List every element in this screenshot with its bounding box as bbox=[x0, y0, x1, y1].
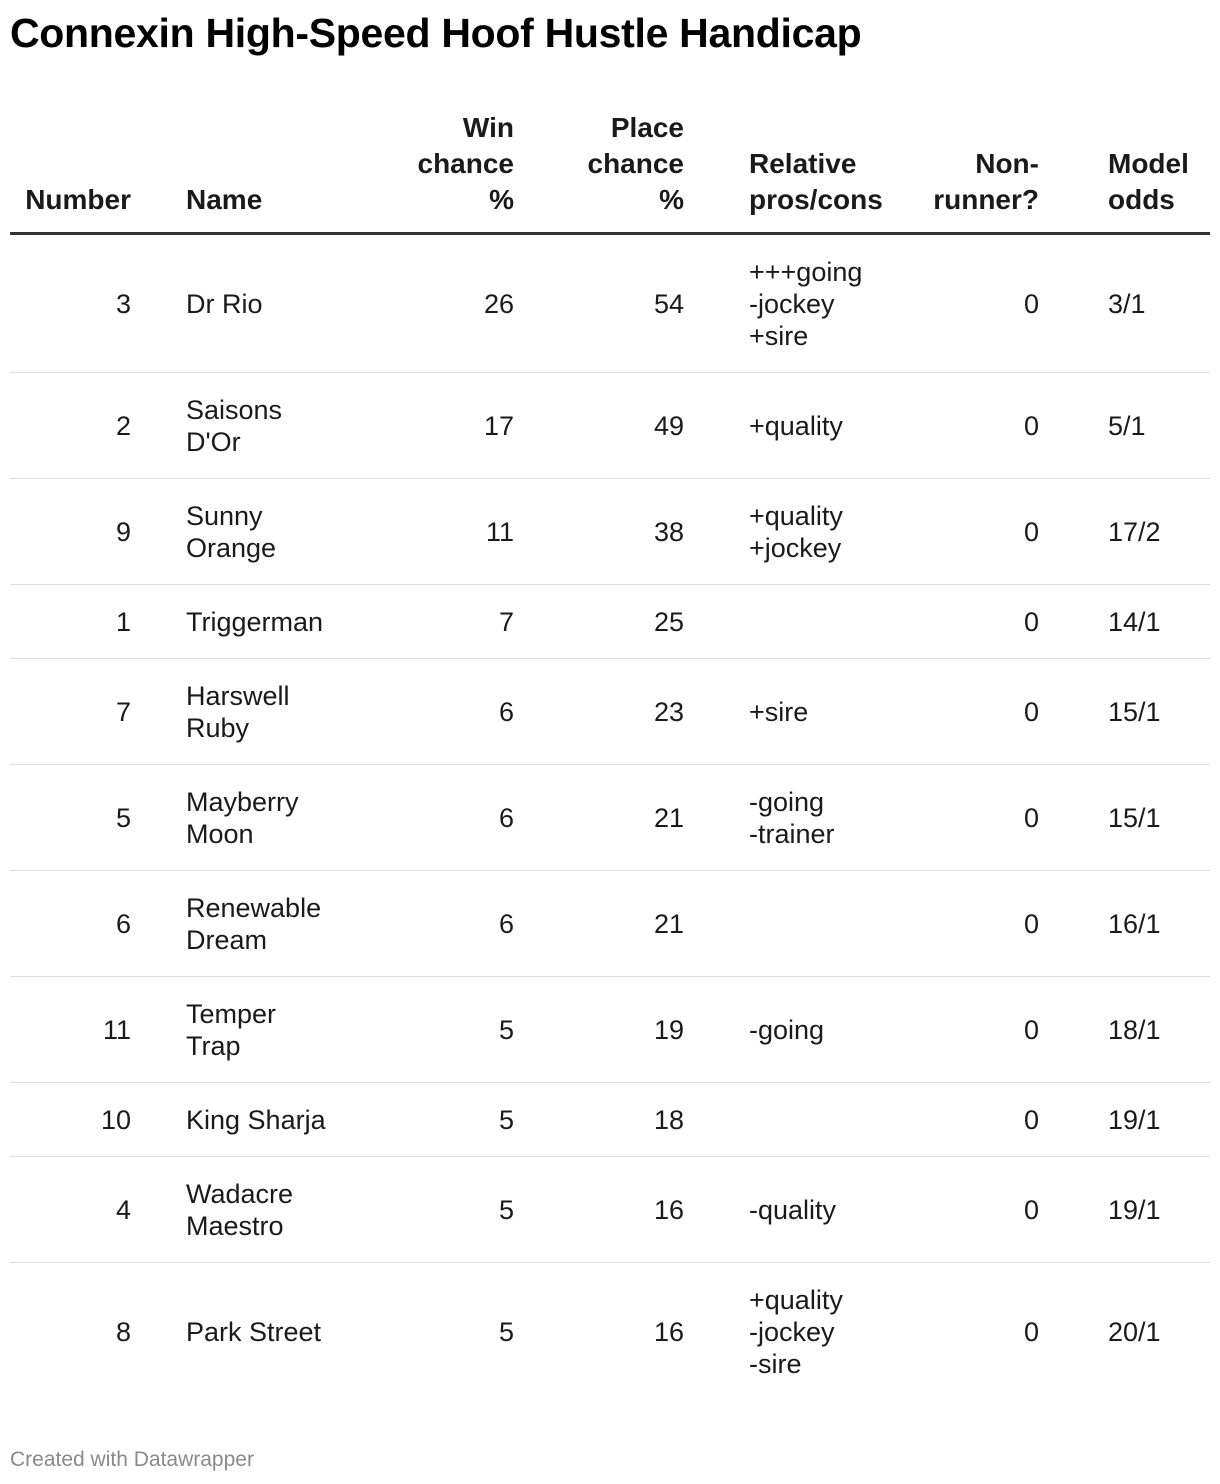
cell-pros-cons-line: +quality bbox=[749, 1285, 843, 1316]
cell-pros-cons bbox=[686, 373, 884, 479]
cell-place-chance: 16 bbox=[516, 1157, 686, 1263]
cell-name-line: Saisons bbox=[186, 394, 283, 425]
table-row bbox=[10, 765, 1210, 871]
cell-non-runner: 0 bbox=[884, 659, 1044, 765]
cell-model-odds: 20/1 bbox=[1108, 1317, 1161, 1348]
cell-number: 8 bbox=[115, 1317, 131, 1348]
cell-pros-cons bbox=[686, 1263, 884, 1402]
cell-pros-cons-line: +jockey bbox=[749, 532, 842, 563]
header-label-line: odds bbox=[1108, 184, 1175, 215]
race-table bbox=[10, 110, 1210, 1402]
cell-pros-cons-line: -jockey bbox=[749, 1317, 835, 1348]
header-label-line: Relative bbox=[749, 148, 857, 179]
cell-win-chance: 5 bbox=[498, 1317, 514, 1348]
cell-name bbox=[176, 871, 346, 977]
cell-place-chance: 21 bbox=[516, 871, 686, 977]
cell-number: 9 bbox=[10, 479, 176, 585]
cell-number: 6 bbox=[10, 871, 176, 977]
cell-win-chance: 6 bbox=[346, 765, 516, 871]
table-body bbox=[10, 234, 1210, 1402]
cell-place-chance: 25 bbox=[516, 585, 686, 659]
cell-number: 3 bbox=[10, 234, 176, 373]
table-row bbox=[10, 1157, 1210, 1263]
cell-non-runner: 0 bbox=[884, 585, 1044, 659]
header-label-line: runner? bbox=[933, 184, 1039, 215]
cell-pros-cons-line: -sire bbox=[749, 1349, 802, 1380]
cell-pros-cons-line: -quality bbox=[749, 1194, 837, 1225]
cell-pros-cons bbox=[686, 871, 884, 977]
cell-name-line: Dream bbox=[186, 924, 268, 955]
cell-place-chance: 21 bbox=[516, 765, 686, 871]
cell-pros-cons bbox=[686, 659, 884, 765]
cell-place-chance: 23 bbox=[516, 659, 686, 765]
cell-number: 1 bbox=[10, 585, 176, 659]
cell-name bbox=[176, 373, 346, 479]
cell-non-runner: 0 bbox=[884, 765, 1044, 871]
header-win-chance[interactable] bbox=[346, 110, 516, 234]
cell-non-runner: 0 bbox=[884, 234, 1044, 373]
cell-name-line: King Sharja bbox=[186, 1104, 326, 1135]
cell-model-odds: 5/1 bbox=[1044, 373, 1210, 479]
cell-model-odds: 19/1 bbox=[1044, 1157, 1210, 1263]
cell-name bbox=[176, 977, 346, 1083]
cell-number: 7 bbox=[10, 659, 176, 765]
cell-name bbox=[176, 585, 346, 659]
cell-non-runner: 0 bbox=[884, 977, 1044, 1083]
cell-win-chance: 11 bbox=[346, 479, 516, 585]
cell-name bbox=[176, 659, 346, 765]
table-title: Connexin High-Speed Hoof Hustle Handicap bbox=[10, 10, 862, 56]
cell-name-line: Dr Rio bbox=[186, 288, 263, 319]
header-name[interactable] bbox=[176, 110, 346, 234]
table-row bbox=[10, 1083, 1210, 1157]
cell-place-chance: 38 bbox=[516, 479, 686, 585]
cell-name-line: Temper bbox=[186, 998, 277, 1029]
header-non-runner[interactable] bbox=[884, 110, 1044, 234]
cell-number: 5 bbox=[10, 765, 176, 871]
cell-name-line: Wadacre bbox=[186, 1178, 294, 1209]
cell-number: 4 bbox=[10, 1157, 176, 1263]
cell-name bbox=[176, 234, 346, 373]
cell-pros-cons-line: +quality bbox=[749, 500, 843, 531]
cell-name-line: Mayberry bbox=[186, 786, 299, 817]
cell-name-line: Sunny bbox=[186, 500, 263, 531]
cell-number: 11 bbox=[10, 977, 176, 1083]
cell-non-runner: 0 bbox=[884, 871, 1044, 977]
cell-win-chance: 6 bbox=[346, 659, 516, 765]
cell-model-odds: 15/1 bbox=[1044, 659, 1210, 765]
cell-pros-cons bbox=[686, 479, 884, 585]
cell-model-odds: 15/1 bbox=[1044, 765, 1210, 871]
header-label-line: Name bbox=[186, 184, 263, 215]
table-row bbox=[10, 871, 1210, 977]
header-label-line: % bbox=[659, 184, 684, 215]
header-label-line: chance bbox=[587, 148, 684, 179]
header-place-chance[interactable] bbox=[516, 110, 686, 234]
header-label-line: Place bbox=[610, 112, 684, 143]
cell-name-line: Park Street bbox=[186, 1317, 322, 1348]
header-model-odds[interactable] bbox=[1044, 110, 1210, 234]
cell-pros-cons-line: +quality bbox=[749, 410, 843, 441]
cell-win-chance: 5 bbox=[346, 1083, 516, 1157]
cell-place-chance: 19 bbox=[516, 977, 686, 1083]
cell-name bbox=[176, 1263, 346, 1402]
cell-place-chance: 49 bbox=[516, 373, 686, 479]
cell-number: 2 bbox=[10, 373, 176, 479]
header-row bbox=[10, 110, 1210, 234]
cell-name-line: Triggerman bbox=[186, 606, 324, 637]
cell-model-odds: 16/1 bbox=[1044, 871, 1210, 977]
cell-win-chance: 6 bbox=[346, 871, 516, 977]
header-label-line: Win bbox=[462, 112, 514, 143]
header-label-line: % bbox=[489, 184, 514, 215]
cell-name-line: Renewable bbox=[186, 892, 322, 923]
header-label-line: pros/cons bbox=[749, 184, 883, 215]
cell-pros-cons bbox=[686, 765, 884, 871]
cell-name-line: Maestro bbox=[186, 1210, 284, 1241]
cell-model-odds: 14/1 bbox=[1044, 585, 1210, 659]
table-row bbox=[10, 659, 1210, 765]
table-row bbox=[10, 234, 1210, 373]
cell-place-chance: 54 bbox=[516, 234, 686, 373]
header-label-line: Number bbox=[25, 184, 131, 215]
table-row bbox=[10, 977, 1210, 1083]
cell-model-odds: 17/2 bbox=[1044, 479, 1210, 585]
cell-non-runner: 0 bbox=[1023, 1317, 1039, 1348]
cell-pros-cons-line: -jockey bbox=[749, 288, 835, 319]
cell-name-line: Trap bbox=[186, 1030, 241, 1061]
cell-name-line: D'Or bbox=[186, 426, 241, 457]
cell-model-odds: 18/1 bbox=[1044, 977, 1210, 1083]
cell-name-line: Harswell bbox=[186, 680, 290, 711]
cell-number: 10 bbox=[10, 1083, 176, 1157]
cell-non-runner: 0 bbox=[884, 479, 1044, 585]
cell-place-chance: 18 bbox=[516, 1083, 686, 1157]
header-label-line: Model bbox=[1108, 148, 1189, 179]
header-label-line: Non- bbox=[975, 148, 1039, 179]
cell-name bbox=[176, 479, 346, 585]
cell-non-runner: 0 bbox=[884, 1157, 1044, 1263]
cell-name-line: Moon bbox=[186, 818, 254, 849]
cell-pros-cons bbox=[686, 234, 884, 373]
cell-pros-cons bbox=[686, 1157, 884, 1263]
cell-pros-cons bbox=[686, 977, 884, 1083]
cell-win-chance: 17 bbox=[346, 373, 516, 479]
cell-win-chance: 5 bbox=[346, 1157, 516, 1263]
table-row bbox=[10, 585, 1210, 659]
cell-non-runner: 0 bbox=[884, 373, 1044, 479]
cell-pros-cons-line: -trainer bbox=[749, 818, 835, 849]
cell-model-odds: 19/1 bbox=[1044, 1083, 1210, 1157]
cell-name-line: Ruby bbox=[186, 712, 250, 743]
cell-name-line: Orange bbox=[186, 532, 277, 563]
header-pros-cons[interactable] bbox=[686, 110, 884, 234]
cell-pros-cons bbox=[686, 585, 884, 659]
cell-pros-cons-line: -going bbox=[749, 786, 825, 817]
cell-name bbox=[176, 765, 346, 871]
footer-credit: Created with Datawrapper bbox=[10, 1448, 254, 1471]
table-row bbox=[10, 373, 1210, 479]
cell-win-chance: 5 bbox=[346, 977, 516, 1083]
cell-win-chance: 7 bbox=[346, 585, 516, 659]
cell-name bbox=[176, 1157, 346, 1263]
cell-win-chance: 26 bbox=[346, 234, 516, 373]
cell-pros-cons bbox=[686, 1083, 884, 1157]
cell-name bbox=[176, 1083, 346, 1157]
cell-pros-cons-line: -going bbox=[749, 1014, 825, 1045]
table-row bbox=[10, 1263, 1210, 1402]
header-number[interactable] bbox=[10, 110, 176, 234]
cell-pros-cons-line: +sire bbox=[749, 320, 809, 351]
table-row bbox=[10, 479, 1210, 585]
cell-non-runner: 0 bbox=[884, 1083, 1044, 1157]
cell-place-chance: 16 bbox=[653, 1317, 684, 1348]
cell-pros-cons-line: +sire bbox=[749, 696, 809, 727]
cell-model-odds: 3/1 bbox=[1044, 234, 1210, 373]
header-label-line: chance bbox=[417, 148, 514, 179]
cell-pros-cons-line: +++going bbox=[749, 256, 863, 287]
